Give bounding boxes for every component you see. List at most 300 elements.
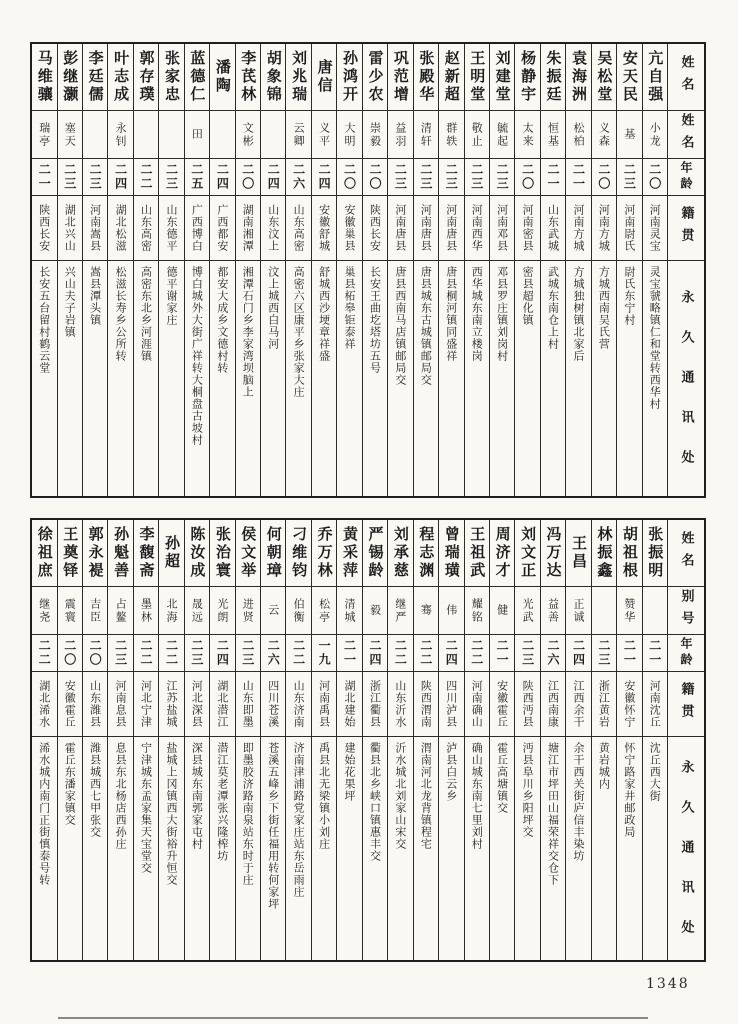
entry-address-cell <box>261 737 285 960</box>
entry-address-cell <box>337 261 361 496</box>
entry-age-cell <box>83 635 107 672</box>
entry-address: 灵宝虢略镇仁和堂转西华村 <box>648 266 662 410</box>
entry-alias: 敬止 <box>470 121 484 148</box>
entry-alias-cell <box>108 587 132 635</box>
entry-native-place: 广西博白 <box>190 204 204 252</box>
entry-age-cell <box>566 635 590 672</box>
entry-address-cell <box>134 261 158 496</box>
entry-age-cell <box>108 635 132 672</box>
entry-native-cell <box>515 196 539 261</box>
entry-alias-cell <box>312 111 336 159</box>
entry-native-place: 安徽舒城 <box>317 204 331 252</box>
entry-native-cell <box>414 196 438 261</box>
entry-alias: 清城 <box>343 597 357 624</box>
entry-name: 林振鑫 <box>595 526 614 580</box>
entry-name: 叶志成 <box>112 50 131 104</box>
entry-address-cell <box>414 261 438 496</box>
entry-native-cell <box>312 196 336 261</box>
entry-column <box>235 44 260 496</box>
entry-age: 二三 <box>469 163 484 191</box>
entry-alias: 云卿 <box>292 121 306 148</box>
entry-age-cell <box>439 635 463 672</box>
header-address-label: 永久通讯处 <box>678 760 694 960</box>
entry-alias-cell <box>439 111 463 159</box>
header-age-cell <box>668 159 704 196</box>
entry-age: 二三 <box>444 163 459 191</box>
entry-alias-cell <box>592 587 616 635</box>
entry-address-cell <box>108 737 132 960</box>
entry-native-place: 湖北建始 <box>343 680 357 728</box>
entry-native-cell <box>185 196 209 261</box>
entry-age-cell <box>465 159 489 196</box>
entry-native-cell <box>185 672 209 737</box>
entry-native-place: 江西南康 <box>546 680 560 728</box>
entry-alias: 吉臣 <box>88 597 102 624</box>
header-native-label: 籍贯 <box>678 206 694 250</box>
entry-address: 息县东北杨店西孙庄 <box>114 742 128 850</box>
entry-age: 二一 <box>37 163 52 191</box>
entry-age: 二一 <box>647 639 662 667</box>
entry-alias-cell <box>515 111 539 159</box>
entry-name-cell <box>541 44 565 111</box>
scan-edge-artifact <box>58 1017 648 1019</box>
entry-alias: 正诚 <box>571 597 585 624</box>
entry-column <box>107 44 132 496</box>
entry-address-cell <box>566 261 590 496</box>
entry-native-place: 安徽霍丘 <box>63 680 77 728</box>
entry-address: 邓县罗庄镇刘岗村 <box>495 266 509 362</box>
entry-age-cell <box>643 635 667 672</box>
entry-address: 潍县城西七甲张交 <box>88 742 102 838</box>
entry-name: 程志渊 <box>417 526 436 580</box>
entry-name-cell <box>32 520 56 587</box>
entry-native-place: 河南确山 <box>470 680 484 728</box>
entry-column <box>133 44 158 496</box>
entry-address: 建始花果坪 <box>343 742 357 802</box>
entry-native-place: 河南唐县 <box>419 204 433 252</box>
entry-address-cell <box>592 737 616 960</box>
entry-address: 沈丘西大街 <box>648 742 662 802</box>
entry-name-cell <box>566 44 590 111</box>
entry-native-place: 陕西渭南 <box>419 680 433 728</box>
entry-name-cell <box>83 520 107 587</box>
entry-column <box>489 44 514 496</box>
entry-alias-cell <box>58 111 82 159</box>
entry-column <box>82 44 107 496</box>
entry-alias-cell <box>541 587 565 635</box>
entry-name-cell <box>592 44 616 111</box>
header-native-cell <box>668 672 704 737</box>
entry-age-cell <box>617 635 641 672</box>
entry-name-cell <box>210 520 234 587</box>
entry-name: 吴松堂 <box>595 50 614 104</box>
entry-address: 深县城东南郭家屯村 <box>190 742 204 850</box>
entry-age-cell <box>210 635 234 672</box>
entry-address-cell <box>439 737 463 960</box>
entry-alias-cell <box>210 111 234 159</box>
entry-name: 张振明 <box>646 526 665 580</box>
entry-address-cell <box>134 737 158 960</box>
entry-native-cell <box>490 672 514 737</box>
entry-name: 陈汝成 <box>188 526 207 580</box>
entry-age: 二四 <box>317 163 332 191</box>
entry-column <box>540 520 565 960</box>
entry-address: 松滋长寿乡公所转 <box>114 266 128 362</box>
entry-name-cell <box>515 44 539 111</box>
entry-native-place: 安徽巢县 <box>343 204 357 252</box>
entry-name: 黄采萍 <box>341 526 360 580</box>
entry-native-place: 江苏盐城 <box>164 680 178 728</box>
entry-address: 都安大成乡文德村转 <box>215 266 229 374</box>
entry-name-cell <box>337 44 361 111</box>
entry-native-place: 河南唐县 <box>393 204 407 252</box>
entry-alias: 毅 <box>368 604 382 617</box>
entry-name: 李廷儒 <box>86 50 105 104</box>
entry-alias-cell <box>312 587 336 635</box>
entry-column <box>464 520 489 960</box>
entry-alias-cell <box>83 587 107 635</box>
entry-age: 二二 <box>291 639 306 667</box>
entry-age: 二二 <box>164 639 179 667</box>
entry-alias: 墨林 <box>139 597 153 624</box>
entry-alias: 震寰 <box>63 597 77 624</box>
entry-name: 孙超 <box>162 535 181 571</box>
entry-native-cell <box>58 672 82 737</box>
entry-alias: 北海 <box>164 597 178 624</box>
entry-alias: 继严 <box>393 597 407 624</box>
entry-name: 李馥斋 <box>137 526 156 580</box>
entry-address-cell <box>83 261 107 496</box>
entry-native-place: 山东汶上 <box>266 204 280 252</box>
entry-native-place: 湖南湘潭 <box>241 204 255 252</box>
entry-native-cell <box>159 672 183 737</box>
header-age-label: 年龄 <box>679 161 693 193</box>
entry-alias-cell <box>465 587 489 635</box>
entry-age-cell <box>388 635 412 672</box>
entry-native-cell <box>236 672 260 737</box>
entry-column <box>591 44 616 496</box>
entry-address: 衢县北乡峡口镇惠丰交 <box>368 742 382 862</box>
entry-address: 潜江莫老潭张兴隆榨坊 <box>215 742 229 862</box>
entry-column <box>514 520 539 960</box>
entry-age: 二三 <box>88 163 103 191</box>
entry-age: 一九 <box>317 639 332 667</box>
entry-column <box>464 44 489 496</box>
entry-alias: 赞华 <box>622 597 636 624</box>
entry-address-cell <box>490 261 514 496</box>
entry-age-cell <box>134 159 158 196</box>
entry-alias-cell <box>159 111 183 159</box>
top-table-header-column <box>667 44 704 496</box>
entry-column <box>311 520 336 960</box>
entry-native-place: 山东济南 <box>292 680 306 728</box>
entry-age-cell <box>83 159 107 196</box>
entry-native-place: 湖北浠水 <box>37 680 51 728</box>
bottom-table <box>30 518 706 962</box>
entry-alias: 晟远 <box>190 597 204 624</box>
entry-column <box>32 520 56 960</box>
entry-name-cell <box>58 520 82 587</box>
entry-name-cell <box>159 520 183 587</box>
entry-age-cell <box>388 159 412 196</box>
entry-age: 二三 <box>622 163 637 191</box>
entry-native-place: 山东高密 <box>139 204 153 252</box>
entry-name: 曾瑞璜 <box>442 526 461 580</box>
entry-name: 潘陶 <box>213 59 232 95</box>
entry-address-cell <box>159 261 183 496</box>
entry-column <box>311 44 336 496</box>
entry-age: 二一 <box>495 639 510 667</box>
entry-alias: 松亭 <box>317 597 331 624</box>
entry-age-cell <box>185 159 209 196</box>
entry-address: 汶上城西白马河 <box>266 266 280 350</box>
entry-native-cell <box>541 672 565 737</box>
entry-address-cell <box>541 737 565 960</box>
header-native-label: 籍贯 <box>678 682 694 726</box>
entry-column <box>209 520 234 960</box>
entry-name: 冯万达 <box>544 526 563 580</box>
entry-native-place: 山东潍县 <box>88 680 102 728</box>
entry-name: 刁维钧 <box>290 526 309 580</box>
entry-native-cell <box>465 196 489 261</box>
entry-alias-cell <box>261 587 285 635</box>
entry-name-cell <box>286 44 310 111</box>
header-age-cell <box>668 635 704 672</box>
entry-name-cell <box>414 520 438 587</box>
entry-age-cell <box>439 159 463 196</box>
entry-address-cell <box>490 737 514 960</box>
entry-address: 高密六区康平乡张家大庄 <box>292 266 306 398</box>
entry-address-cell <box>515 261 539 496</box>
entry-alias-cell <box>236 111 260 159</box>
entry-native-cell <box>592 196 616 261</box>
entry-name-cell <box>108 44 132 111</box>
entry-alias-cell <box>465 111 489 159</box>
entry-address: 霍丘高塘镇交 <box>495 742 509 814</box>
entry-age-cell <box>134 635 158 672</box>
entry-name-cell <box>541 520 565 587</box>
entry-age: 二二 <box>37 639 52 667</box>
entry-column <box>184 44 209 496</box>
entry-address: 兴山夫子岩镇 <box>63 266 77 338</box>
entry-column <box>260 44 285 496</box>
entry-address-cell <box>541 261 565 496</box>
entry-alias-cell <box>388 587 412 635</box>
entry-native-cell <box>32 672 56 737</box>
entry-native-place: 山东武城 <box>546 204 560 252</box>
entry-name-cell <box>58 44 82 111</box>
header-age-label: 年龄 <box>679 637 693 669</box>
entry-alias-cell <box>643 587 667 635</box>
entry-alias-cell <box>261 111 285 159</box>
header-name-label: 姓名 <box>678 531 694 575</box>
entry-alias-cell <box>337 111 361 159</box>
entry-native-cell <box>108 672 132 737</box>
entry-age-cell <box>363 635 387 672</box>
entry-age: 二〇 <box>647 163 662 191</box>
entry-alias: 云 <box>266 604 280 617</box>
entry-column <box>158 520 183 960</box>
entry-address: 济南津浦路党家庄站东岳雨庄 <box>292 742 306 898</box>
entry-column <box>235 520 260 960</box>
entry-alias: 进贤 <box>241 597 255 624</box>
entry-native-place: 浙江黄岩 <box>597 680 611 728</box>
entry-name: 胡象锦 <box>264 50 283 104</box>
entry-age-cell <box>592 635 616 672</box>
entry-age-cell <box>286 159 310 196</box>
top-table <box>30 42 706 498</box>
entry-column <box>362 520 387 960</box>
entry-native-cell <box>541 196 565 261</box>
entry-alias-cell <box>32 587 56 635</box>
entry-age: 二〇 <box>88 639 103 667</box>
entry-alias-cell <box>414 587 438 635</box>
entry-age: 二三 <box>113 639 128 667</box>
entry-column <box>209 44 234 496</box>
entry-native-cell <box>617 196 641 261</box>
entry-alias-cell <box>490 111 514 159</box>
entry-address-cell <box>210 737 234 960</box>
entry-alias-cell <box>617 111 641 159</box>
entry-alias-cell <box>592 111 616 159</box>
entry-native-place: 湖北兴山 <box>63 204 77 252</box>
entry-column <box>285 520 310 960</box>
entry-address-cell <box>439 261 463 496</box>
entry-name: 王明堂 <box>468 50 487 104</box>
entry-address: 高密东北乡河涯镇 <box>139 266 153 362</box>
entry-alias: 义平 <box>317 121 331 148</box>
entry-name-cell <box>159 44 183 111</box>
entry-alias-cell <box>617 587 641 635</box>
entry-age-cell <box>490 159 514 196</box>
entry-name-cell <box>32 44 56 111</box>
entry-address: 沔县阜川乡阳坪交 <box>521 742 535 838</box>
entry-address: 即墨胶济路南泉站东时于庄 <box>241 742 255 886</box>
entry-age-cell <box>515 635 539 672</box>
entry-address: 怀宁路家井邮政局 <box>622 742 636 838</box>
entry-column <box>489 520 514 960</box>
entry-native-cell <box>159 196 183 261</box>
entry-native-place: 山东德平 <box>164 204 178 252</box>
entry-native-cell <box>286 196 310 261</box>
entry-age: 二三 <box>520 639 535 667</box>
entry-alias: 塞天 <box>63 121 77 148</box>
entry-native-place: 陕西沔县 <box>521 680 535 728</box>
entry-age: 二一 <box>622 639 637 667</box>
entry-native-place: 河南密县 <box>521 204 535 252</box>
entry-name: 刘兆瑞 <box>290 50 309 104</box>
header-name-cell <box>668 44 704 111</box>
entry-address-cell <box>236 261 260 496</box>
entry-address: 西华城东南立楼岗 <box>470 266 484 362</box>
entry-name-cell <box>592 520 616 587</box>
entry-alias: 田 <box>190 128 204 141</box>
entry-address: 舒城西沙埂章祥盛 <box>317 266 331 362</box>
entry-name: 张治寰 <box>213 526 232 580</box>
bottom-table-header-column <box>667 520 704 960</box>
entry-native-place: 河南邓县 <box>495 204 509 252</box>
entry-column <box>565 44 590 496</box>
entry-address-cell <box>159 737 183 960</box>
entry-alias-cell <box>286 111 310 159</box>
entry-native-place: 安徽霍丘 <box>495 680 509 728</box>
entry-name: 刘承慈 <box>391 526 410 580</box>
entry-name: 巩范增 <box>391 50 410 104</box>
entry-name-cell <box>134 44 158 111</box>
entry-native-place: 河南西华 <box>470 204 484 252</box>
entry-name: 王祖武 <box>468 526 487 580</box>
entry-address: 渭南河北龙背镇程宅 <box>419 742 433 850</box>
entry-alias: 清轩 <box>419 121 433 148</box>
entry-alias-cell <box>541 111 565 159</box>
entry-column <box>616 44 641 496</box>
entry-column <box>438 520 463 960</box>
entry-native-cell <box>108 196 132 261</box>
entry-name-cell <box>414 44 438 111</box>
entry-age-cell <box>312 159 336 196</box>
entry-name-cell <box>439 44 463 111</box>
entry-name-cell <box>363 520 387 587</box>
page-number: 1348 <box>646 976 690 992</box>
entry-column <box>540 44 565 496</box>
entry-native-cell <box>617 672 641 737</box>
entry-address-cell <box>32 737 56 960</box>
entry-name: 郭存璞 <box>137 50 156 104</box>
entry-age-cell <box>541 159 565 196</box>
entry-address-cell <box>58 261 82 496</box>
entry-column <box>336 520 361 960</box>
entry-address-cell <box>286 261 310 496</box>
entry-alias-cell <box>566 111 590 159</box>
entry-alias: 小龙 <box>648 121 662 148</box>
entry-native-place: 河南唐县 <box>444 204 458 252</box>
entry-address: 巢县柘皋钜泰祥 <box>343 266 357 350</box>
entry-alias: 继尧 <box>37 597 51 624</box>
entry-native-cell <box>312 672 336 737</box>
entry-age: 二六 <box>546 639 561 667</box>
entry-address-cell <box>388 261 412 496</box>
entry-alias-cell <box>210 587 234 635</box>
entry-alias: 益羽 <box>393 121 407 148</box>
entry-native-cell <box>363 672 387 737</box>
entry-address: 霍丘东潘家镇交 <box>63 742 77 826</box>
entry-address: 确山城东南七里刘村 <box>470 742 484 850</box>
entry-address-cell <box>566 737 590 960</box>
entry-age-cell <box>592 159 616 196</box>
header-name-cell <box>668 520 704 587</box>
entry-alias-cell <box>185 587 209 635</box>
entry-native-place: 河南嵩县 <box>88 204 102 252</box>
entry-column <box>591 520 616 960</box>
entry-address-cell <box>617 261 641 496</box>
header-address-label: 永久通讯处 <box>678 290 694 490</box>
entry-column <box>362 44 387 496</box>
entry-age: 二〇 <box>520 163 535 191</box>
entry-address-cell <box>286 737 310 960</box>
entry-name-cell <box>465 44 489 111</box>
entry-native-place: 陕西长安 <box>368 204 382 252</box>
entry-age-cell <box>261 159 285 196</box>
entry-age: 二〇 <box>367 163 382 191</box>
entry-age: 二三 <box>240 639 255 667</box>
entry-age: 二四 <box>444 639 459 667</box>
entry-native-cell <box>439 672 463 737</box>
entry-age-cell <box>643 159 667 196</box>
entry-address: 塘江市坪田山福荣祥交仓下 <box>546 742 560 886</box>
entry-age: 二四 <box>215 639 230 667</box>
entry-age-cell <box>58 159 82 196</box>
header-address-cell <box>668 737 704 960</box>
